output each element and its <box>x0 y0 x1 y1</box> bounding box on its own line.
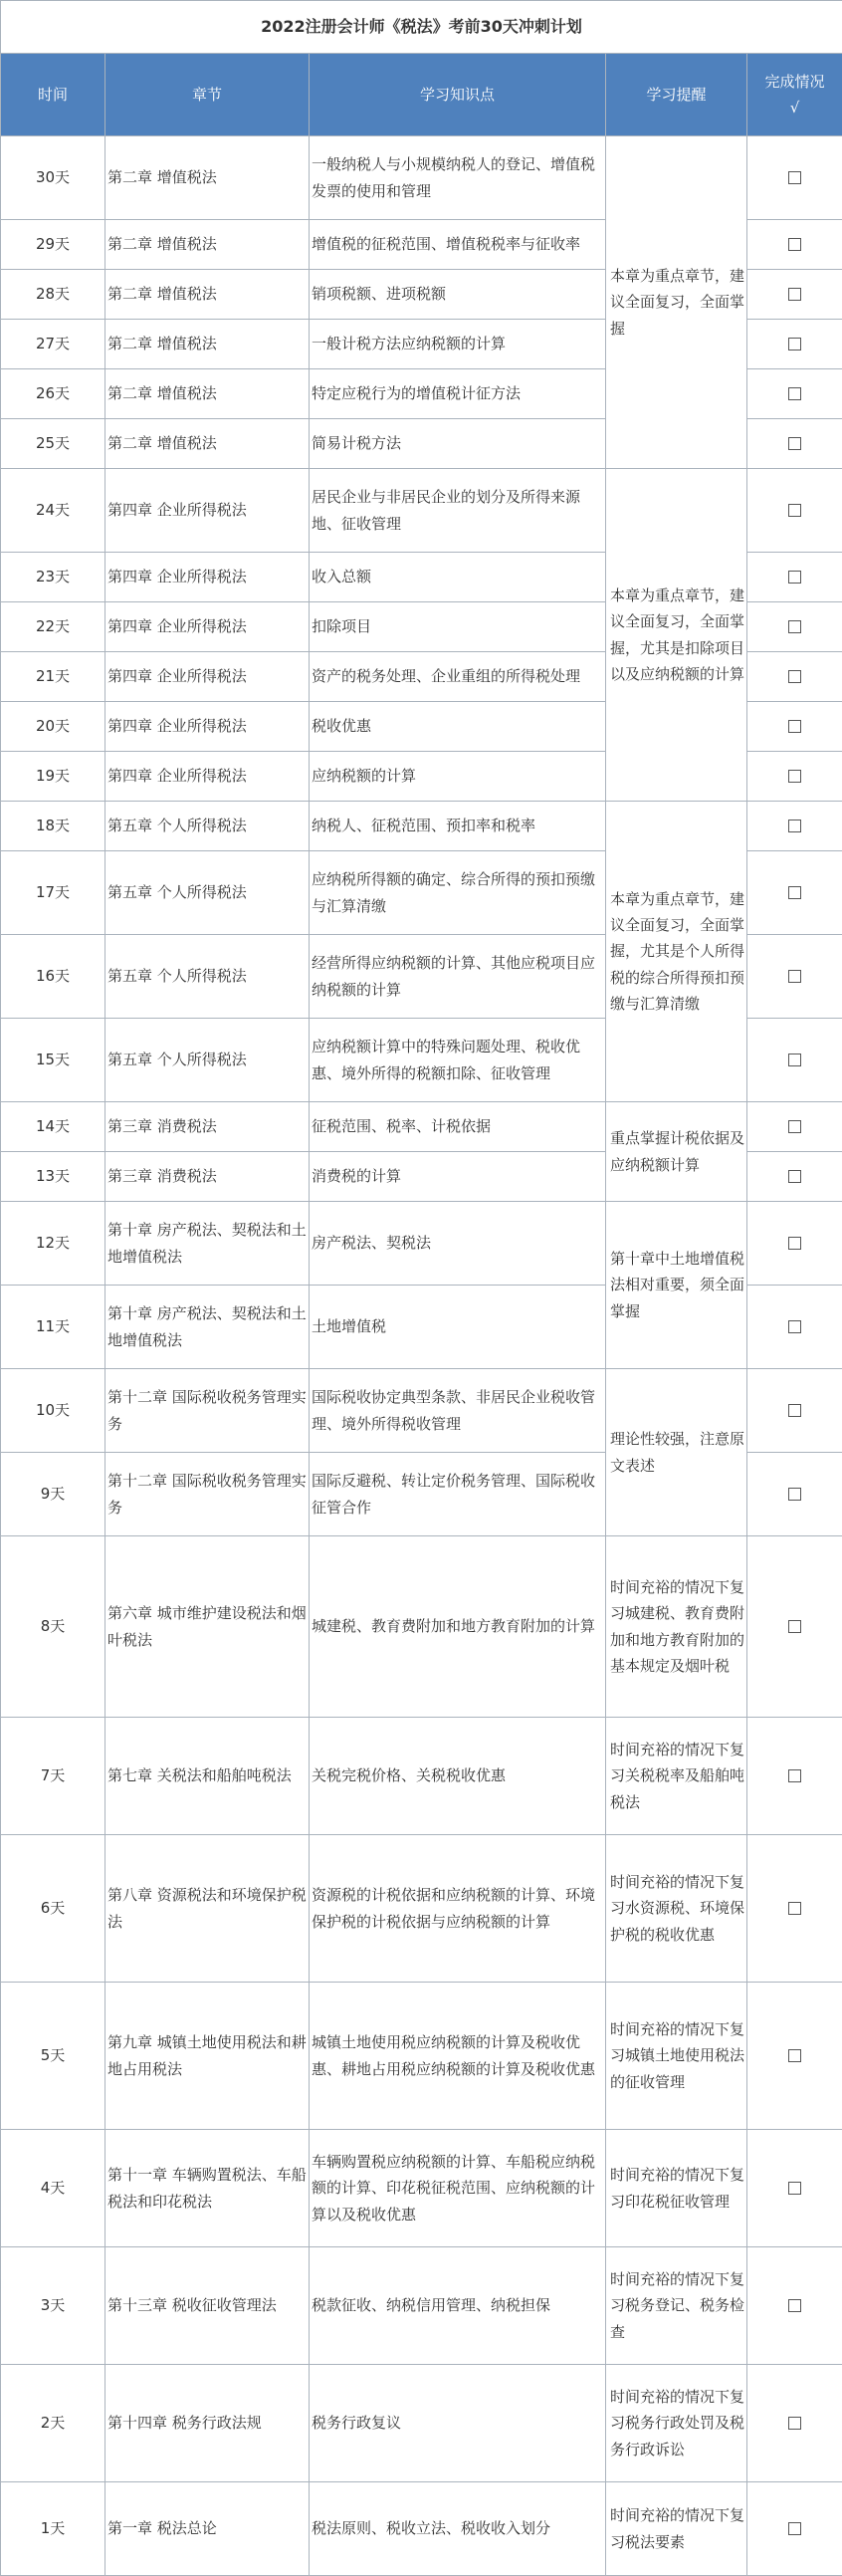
points-cell: 应纳税额的计算 <box>310 752 606 802</box>
points-cell: 扣除项目 <box>310 602 606 652</box>
checkbox-empty-icon[interactable] <box>788 1054 801 1066</box>
chapter-cell: 第二章 增值税法 <box>105 270 310 320</box>
points-cell: 税务行政复议 <box>310 2365 606 2482</box>
points-cell: 消费税的计算 <box>310 1152 606 1202</box>
table-header <box>1 54 842 136</box>
points-cell: 房产税法、契税法 <box>310 1202 606 1286</box>
points-cell: 车辆购置税应纳税额的计算、车船税应纳税额的计算、印花税征税范围、应纳税额的计算以及税收优惠 <box>310 2130 606 2247</box>
points-cell: 销项税额、进项税额 <box>310 270 606 320</box>
day-cell: 21天 <box>1 652 105 702</box>
day-cell: 3天 <box>1 2247 105 2365</box>
day-cell: 25天 <box>1 419 105 469</box>
chapter-cell: 第二章 增值税法 <box>105 220 310 270</box>
checkbox-empty-icon[interactable] <box>788 1237 801 1250</box>
day-cell: 29天 <box>1 220 105 270</box>
chapter-cell: 第六章 城市维护建设税法和烟叶税法 <box>105 1536 310 1718</box>
checkbox-empty-icon[interactable] <box>788 970 801 983</box>
chapter-cell: 第二章 增值税法 <box>105 136 310 220</box>
tip-cell: 时间充裕的情况下复习城建税、教育费附加和地方教育附加的基本规定及烟叶税 <box>606 1536 747 1718</box>
day-cell: 28天 <box>1 270 105 320</box>
done-cell[interactable] <box>747 1202 842 1286</box>
done-cell[interactable] <box>747 1286 842 1369</box>
day-cell: 27天 <box>1 320 105 369</box>
points-cell: 应纳税所得额的确定、综合所得的预扣预缴与汇算清缴 <box>310 851 606 935</box>
table-row <box>1 2130 842 2247</box>
points-cell: 税法原则、税收立法、税收收入划分 <box>310 2482 606 2576</box>
chapter-cell: 第四章 企业所得税法 <box>105 553 310 602</box>
tip-cell: 时间充裕的情况下复习税务登记、税务检查 <box>606 2247 747 2365</box>
table-row <box>1 469 842 553</box>
tip-cell: 时间充裕的情况下复习印花税征收管理 <box>606 2130 747 2247</box>
done-cell[interactable] <box>747 1453 842 1536</box>
done-cell[interactable] <box>747 320 842 369</box>
header-time: 时间 <box>1 54 105 136</box>
day-cell: 30天 <box>1 136 105 220</box>
done-cell[interactable] <box>747 752 842 802</box>
checkbox-empty-icon[interactable] <box>788 1769 801 1782</box>
done-cell[interactable] <box>747 1983 842 2130</box>
points-cell: 资源税的计税依据和应纳税额的计算、环境保护税的计税依据与应纳税额的计算 <box>310 1835 606 1983</box>
done-cell[interactable] <box>747 136 842 220</box>
table-row <box>1 2365 842 2482</box>
points-cell: 纳税人、征税范围、预扣率和税率 <box>310 802 606 851</box>
points-cell: 税收优惠 <box>310 702 606 752</box>
done-cell[interactable] <box>747 2247 842 2365</box>
checkbox-empty-icon[interactable] <box>788 1120 801 1133</box>
chapter-cell: 第一章 税法总论 <box>105 2482 310 2576</box>
checkbox-empty-icon[interactable] <box>788 338 801 351</box>
day-cell: 20天 <box>1 702 105 752</box>
tip-cell: 时间充裕的情况下复习关税税率及船舶吨税法 <box>606 1718 747 1835</box>
points-cell: 一般纳税人与小规模纳税人的登记、增值税发票的使用和管理 <box>310 136 606 220</box>
done-cell[interactable] <box>747 1152 842 1202</box>
day-cell: 4天 <box>1 2130 105 2247</box>
done-cell[interactable] <box>747 702 842 752</box>
points-cell: 城镇土地使用税应纳税额的计算及税收优惠、耕地占用税应纳税额的计算及税收优惠 <box>310 1983 606 2130</box>
header-done: 完成情况 √ <box>747 54 842 136</box>
points-cell: 一般计税方法应纳税额的计算 <box>310 320 606 369</box>
checkbox-empty-icon[interactable] <box>788 620 801 633</box>
points-cell: 特定应税行为的增值税计征方法 <box>310 369 606 419</box>
day-cell: 18天 <box>1 802 105 851</box>
day-cell: 2天 <box>1 2365 105 2482</box>
checkbox-empty-icon[interactable] <box>788 238 801 251</box>
day-cell: 11天 <box>1 1286 105 1369</box>
chapter-cell: 第四章 企业所得税法 <box>105 702 310 752</box>
checkbox-empty-icon[interactable] <box>788 1404 801 1417</box>
chapter-cell: 第五章 个人所得税法 <box>105 802 310 851</box>
points-cell: 增值税的征税范围、增值税税率与征收率 <box>310 220 606 270</box>
points-cell: 国际税收协定典型条款、非居民企业税收管理、境外所得税收管理 <box>310 1369 606 1453</box>
checkbox-empty-icon[interactable] <box>788 770 801 783</box>
day-cell: 10天 <box>1 1369 105 1453</box>
checkbox-empty-icon[interactable] <box>788 288 801 301</box>
done-cell[interactable] <box>747 851 842 935</box>
tip-cell: 理论性较强，注意原文表述 <box>606 1369 747 1536</box>
done-cell[interactable] <box>747 2482 842 2576</box>
points-cell: 收入总额 <box>310 553 606 602</box>
table-row <box>1 2482 842 2576</box>
checkbox-empty-icon[interactable] <box>788 2299 801 2312</box>
checkbox-empty-icon[interactable] <box>788 1170 801 1183</box>
day-cell: 7天 <box>1 1718 105 1835</box>
chapter-cell: 第四章 企业所得税法 <box>105 652 310 702</box>
table-row <box>1 1835 842 1983</box>
day-cell: 16天 <box>1 935 105 1019</box>
chapter-cell: 第十章 房产税法、契税法和土地增值税法 <box>105 1286 310 1369</box>
chapter-cell: 第十四章 税务行政法规 <box>105 2365 310 2482</box>
tip-cell: 时间充裕的情况下复习税务行政处罚及税务行政诉讼 <box>606 2365 747 2482</box>
checkbox-empty-icon[interactable] <box>788 1488 801 1501</box>
chapter-cell: 第八章 资源税法和环境保护税法 <box>105 1835 310 1983</box>
tip-cell: 重点掌握计税依据及应纳税额计算 <box>606 1102 747 1202</box>
chapter-cell: 第三章 消费税法 <box>105 1152 310 1202</box>
checkbox-empty-icon[interactable] <box>788 171 801 184</box>
checkbox-empty-icon[interactable] <box>788 1902 801 1915</box>
day-cell: 9天 <box>1 1453 105 1536</box>
tip-cell: 时间充裕的情况下复习城镇土地使用税法的征收管理 <box>606 1983 747 2130</box>
points-cell: 简易计税方法 <box>310 419 606 469</box>
points-cell: 征税范围、税率、计税依据 <box>310 1102 606 1152</box>
done-cell[interactable] <box>747 469 842 553</box>
chapter-cell: 第九章 城镇土地使用税法和耕地占用税法 <box>105 1983 310 2130</box>
done-cell[interactable] <box>747 602 842 652</box>
tip-cell: 本章为重点章节，建议全面复习，全面掌握，尤其是扣除项目以及应纳税额的计算 <box>606 469 747 802</box>
chapter-cell: 第十一章 车辆购置税法、车船税法和印花税法 <box>105 2130 310 2247</box>
done-cell[interactable] <box>747 802 842 851</box>
day-cell: 1天 <box>1 2482 105 2576</box>
done-cell[interactable] <box>747 1536 842 1718</box>
checkbox-empty-icon[interactable] <box>788 720 801 733</box>
done-cell[interactable] <box>747 553 842 602</box>
day-cell: 19天 <box>1 752 105 802</box>
tip-cell: 本章为重点章节，建议全面复习，全面掌握 <box>606 136 747 469</box>
day-cell: 5天 <box>1 1983 105 2130</box>
tip-cell: 本章为重点章节，建议全面复习，全面掌握，尤其是个人所得税的综合所得预扣预缴与汇算清缴 <box>606 802 747 1102</box>
checkbox-empty-icon[interactable] <box>788 886 801 899</box>
checkbox-empty-icon[interactable] <box>788 1320 801 1333</box>
table-row <box>1 1102 842 1152</box>
chapter-cell: 第二章 增值税法 <box>105 419 310 469</box>
done-cell[interactable] <box>747 220 842 270</box>
chapter-cell: 第四章 企业所得税法 <box>105 752 310 802</box>
table-row <box>1 1536 842 1718</box>
done-cell[interactable] <box>747 1102 842 1152</box>
checkbox-empty-icon[interactable] <box>788 387 801 400</box>
day-cell: 15天 <box>1 1019 105 1102</box>
checkbox-empty-icon[interactable] <box>788 820 801 832</box>
table-row <box>1 136 842 220</box>
done-cell[interactable] <box>747 1369 842 1453</box>
points-cell: 城建税、教育费附加和地方教育附加的计算 <box>310 1536 606 1718</box>
chapter-cell: 第十二章 国际税收税务管理实务 <box>105 1369 310 1453</box>
day-cell: 14天 <box>1 1102 105 1152</box>
table-row <box>1 1202 842 1286</box>
chapter-cell: 第三章 消费税法 <box>105 1102 310 1152</box>
done-cell[interactable] <box>747 2130 842 2247</box>
day-cell: 6天 <box>1 1835 105 1983</box>
points-cell: 居民企业与非居民企业的划分及所得来源地、征收管理 <box>310 469 606 553</box>
chapter-cell: 第五章 个人所得税法 <box>105 851 310 935</box>
header-tips: 学习提醒 <box>606 54 747 136</box>
table-row <box>1 1369 842 1453</box>
points-cell: 国际反避税、转让定价税务管理、国际税收征管合作 <box>310 1453 606 1536</box>
day-cell: 22天 <box>1 602 105 652</box>
checkbox-empty-icon[interactable] <box>788 504 801 517</box>
table-row <box>1 1983 842 2130</box>
day-cell: 8天 <box>1 1536 105 1718</box>
checkbox-empty-icon[interactable] <box>788 2182 801 2195</box>
chapter-cell: 第十三章 税收征收管理法 <box>105 2247 310 2365</box>
day-cell: 12天 <box>1 1202 105 1286</box>
day-cell: 17天 <box>1 851 105 935</box>
checkbox-empty-icon[interactable] <box>788 2049 801 2062</box>
done-cell[interactable] <box>747 270 842 320</box>
chapter-cell: 第五章 个人所得税法 <box>105 1019 310 1102</box>
chapter-cell: 第二章 增值税法 <box>105 320 310 369</box>
points-cell: 经营所得应纳税额的计算、其他应税项目应纳税额的计算 <box>310 935 606 1019</box>
tip-cell: 第十章中土地增值税法相对重要，须全面掌握 <box>606 1202 747 1369</box>
done-cell[interactable] <box>747 1835 842 1983</box>
header-points: 学习知识点 <box>310 54 606 136</box>
chapter-cell: 第十二章 国际税收税务管理实务 <box>105 1453 310 1536</box>
done-cell[interactable] <box>747 2365 842 2482</box>
done-cell[interactable] <box>747 652 842 702</box>
checkbox-empty-icon[interactable] <box>788 2417 801 2430</box>
done-cell[interactable] <box>747 1718 842 1835</box>
done-cell[interactable] <box>747 1019 842 1102</box>
day-cell: 24天 <box>1 469 105 553</box>
chapter-cell: 第十章 房产税法、契税法和土地增值税法 <box>105 1202 310 1286</box>
points-cell: 土地增值税 <box>310 1286 606 1369</box>
points-cell: 应纳税额计算中的特殊问题处理、税收优惠、境外所得的税额扣除、征收管理 <box>310 1019 606 1102</box>
tip-cell: 时间充裕的情况下复习水资源税、环境保护税的税收优惠 <box>606 1835 747 1983</box>
checkbox-empty-icon[interactable] <box>788 2522 801 2535</box>
table-row <box>1 1718 842 1835</box>
checkbox-empty-icon[interactable] <box>788 670 801 683</box>
day-cell: 26天 <box>1 369 105 419</box>
chapter-cell: 第四章 企业所得税法 <box>105 602 310 652</box>
done-cell[interactable] <box>747 419 842 469</box>
day-cell: 23天 <box>1 553 105 602</box>
header-chapter: 章节 <box>105 54 310 136</box>
table-row <box>1 2247 842 2365</box>
page-title: 2022注册会计师《税法》考前30天冲刺计划 <box>1 1 842 54</box>
tip-cell: 时间充裕的情况下复习税法要素 <box>606 2482 747 2576</box>
chapter-cell: 第二章 增值税法 <box>105 369 310 419</box>
day-cell: 13天 <box>1 1152 105 1202</box>
done-cell[interactable] <box>747 935 842 1019</box>
points-cell: 税款征收、纳税信用管理、纳税担保 <box>310 2247 606 2365</box>
chapter-cell: 第四章 企业所得税法 <box>105 469 310 553</box>
chapter-cell: 第七章 关税法和船舶吨税法 <box>105 1718 310 1835</box>
done-cell[interactable] <box>747 369 842 419</box>
points-cell: 资产的税务处理、企业重组的所得税处理 <box>310 652 606 702</box>
checkbox-empty-icon[interactable] <box>788 437 801 450</box>
checkbox-empty-icon[interactable] <box>788 1620 801 1633</box>
points-cell: 关税完税价格、关税税收优惠 <box>310 1718 606 1835</box>
table-row <box>1 802 842 851</box>
checkbox-empty-icon[interactable] <box>788 571 801 584</box>
chapter-cell: 第五章 个人所得税法 <box>105 935 310 1019</box>
